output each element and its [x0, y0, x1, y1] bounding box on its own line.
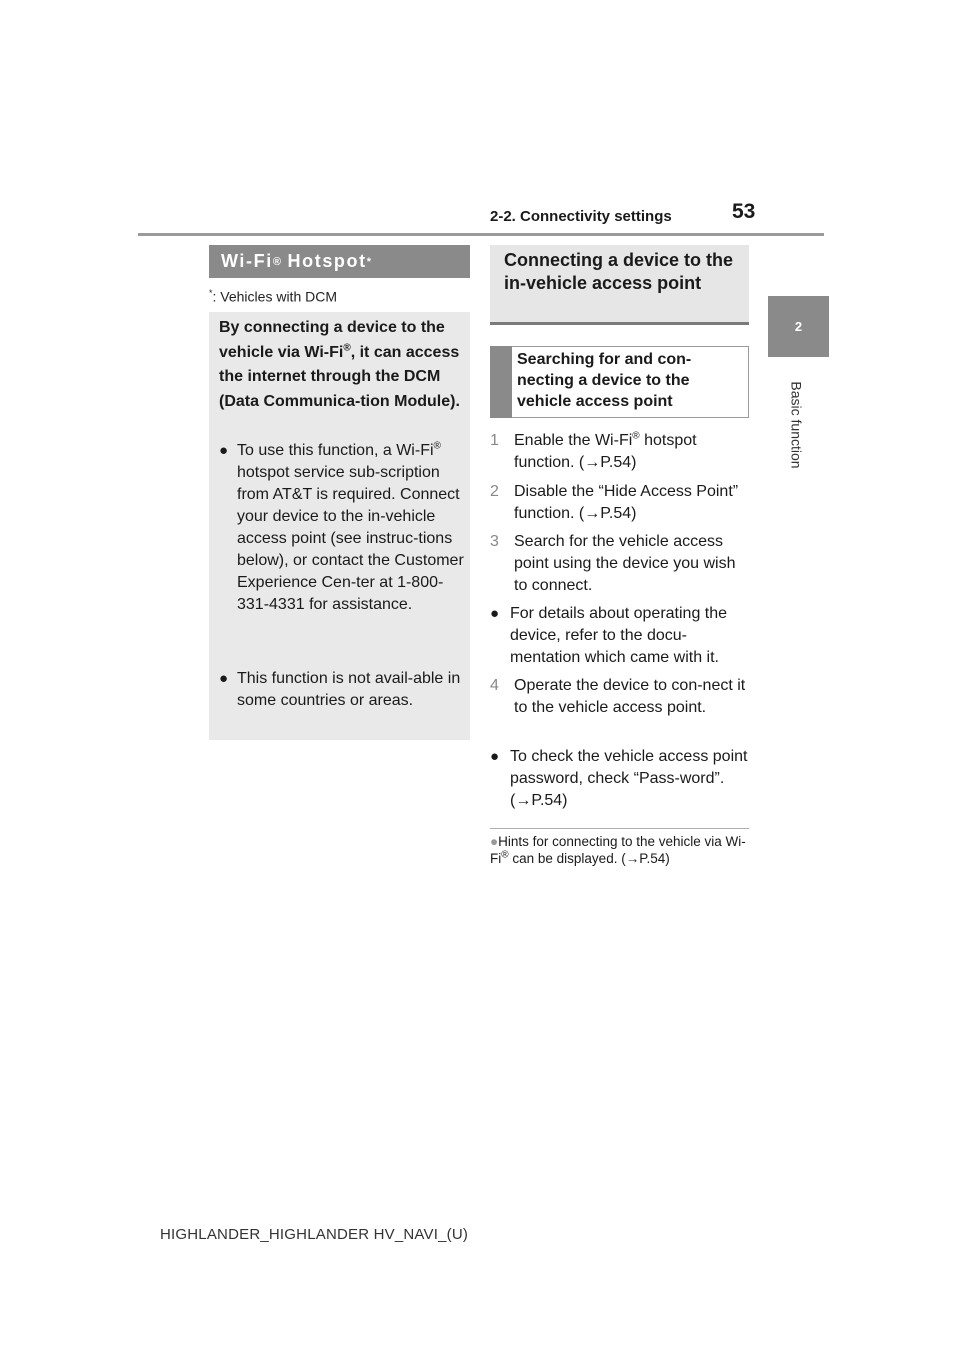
bullet-item: [219, 440, 465, 616]
step-text: Search for the vehicle access point using the device you wish to connect.: [514, 533, 736, 594]
intro-b: , it can access the internet through the DCM (Data Communica-tion Module).: [219, 343, 460, 410]
chapter-label: [747, 375, 847, 475]
registered-mark: ®: [272, 255, 281, 268]
step-number: 4: [490, 677, 499, 694]
step-a: Disable the “Hide Access Point” function. (: [514, 483, 739, 522]
arrow-icon: →: [584, 505, 601, 522]
chapter-number: 2: [794, 319, 803, 334]
step-number: 3: [490, 533, 499, 550]
intro-text: [219, 316, 465, 414]
step-text: Operate the device to con-nect it to the vehicle access point.: [514, 677, 746, 716]
step-b: hotspot function. (: [514, 432, 697, 471]
section-title: 2-2. Connectivity settings: [490, 208, 672, 225]
bullet-text: [237, 440, 465, 616]
asterisk-mark: *: [366, 255, 372, 268]
step-text: [514, 481, 752, 525]
hint-bullet-icon: ●: [490, 834, 499, 849]
hint-b: can be displayed. (: [508, 851, 626, 866]
registered-mark: ®: [632, 430, 640, 442]
arrow-icon: →: [584, 454, 601, 471]
registered-mark: ®: [501, 849, 509, 861]
step-number: 2: [490, 483, 499, 500]
bullet-a: To check the vehicle access point password, check “Pass-word”. (: [510, 748, 748, 809]
step-3: [490, 531, 752, 597]
step-4: [490, 675, 752, 719]
step-text: [514, 430, 752, 474]
bullet-icon: ●: [219, 670, 229, 687]
bullet-text: [510, 746, 752, 812]
searching-subheading: [490, 346, 749, 418]
page-reference-link[interactable]: P.54): [600, 454, 637, 471]
intro-a: By connecting a device to the vehicle via Wi-Fi: [219, 319, 445, 361]
bullet-text: This function is not avail-able in some countries or areas.: [237, 670, 461, 709]
asterisk-mark: *: [209, 288, 213, 298]
bullet-icon: ●: [490, 605, 500, 622]
footnote-text: : Vehicles with DCM: [212, 288, 337, 305]
chapter-tab: [768, 296, 829, 357]
header-rule: [138, 233, 824, 236]
arrow-icon: →: [625, 851, 640, 866]
page-reference-link[interactable]: P.54): [639, 851, 670, 866]
registered-mark: ®: [343, 342, 351, 354]
subheading-text: Searching for and con-necting a device to the vehicle access point: [517, 351, 692, 410]
bullet-icon: ●: [490, 748, 500, 765]
page-reference-link[interactable]: P.54): [531, 792, 568, 809]
hint-note: [490, 833, 752, 867]
footer-model: HIGHLANDER_HIGHLANDER HV_NAVI_(U): [160, 1226, 469, 1243]
arrow-icon: →: [515, 792, 532, 809]
hint-divider: [490, 828, 749, 829]
bullet-item: [490, 746, 752, 812]
wifi-hotspot-heading: [209, 245, 470, 278]
connecting-heading: Connecting a device to the in-vehicle access point: [490, 245, 749, 325]
heading-text-2: Hotspot: [280, 251, 367, 271]
step-number: 1: [490, 432, 499, 449]
registered-mark: ®: [433, 440, 441, 452]
bullet-item: [490, 603, 752, 669]
step-a: Enable the Wi-Fi: [514, 432, 633, 449]
bullet-item: [219, 668, 465, 712]
heading-text: Wi-Fi: [221, 251, 273, 271]
bullet-b: hotspot service sub-scription from AT&T is required. Connect your device to the in-vehicle access point (see instruc-tions below), or contact the Customer Experience Cen-ter at 1-800-331-4331 for assistance.: [237, 464, 464, 613]
page-reference-link[interactable]: P.54): [600, 505, 637, 522]
step-2: [490, 481, 752, 525]
hint-a: Hints for connecting to the vehicle via Wi-Fi: [490, 834, 746, 866]
bullet-a: To use this function, a Wi-Fi: [237, 442, 434, 459]
subheading-bar: [490, 346, 512, 418]
footnote: [209, 288, 337, 305]
page-number: 53: [732, 200, 756, 223]
bullet-text: For details about operating the device, refer to the docu-mentation which came with it.: [510, 605, 728, 666]
bullet-icon: ●: [219, 442, 229, 459]
step-1: [490, 430, 752, 474]
chapter-label-text: Basic function: [788, 381, 805, 469]
